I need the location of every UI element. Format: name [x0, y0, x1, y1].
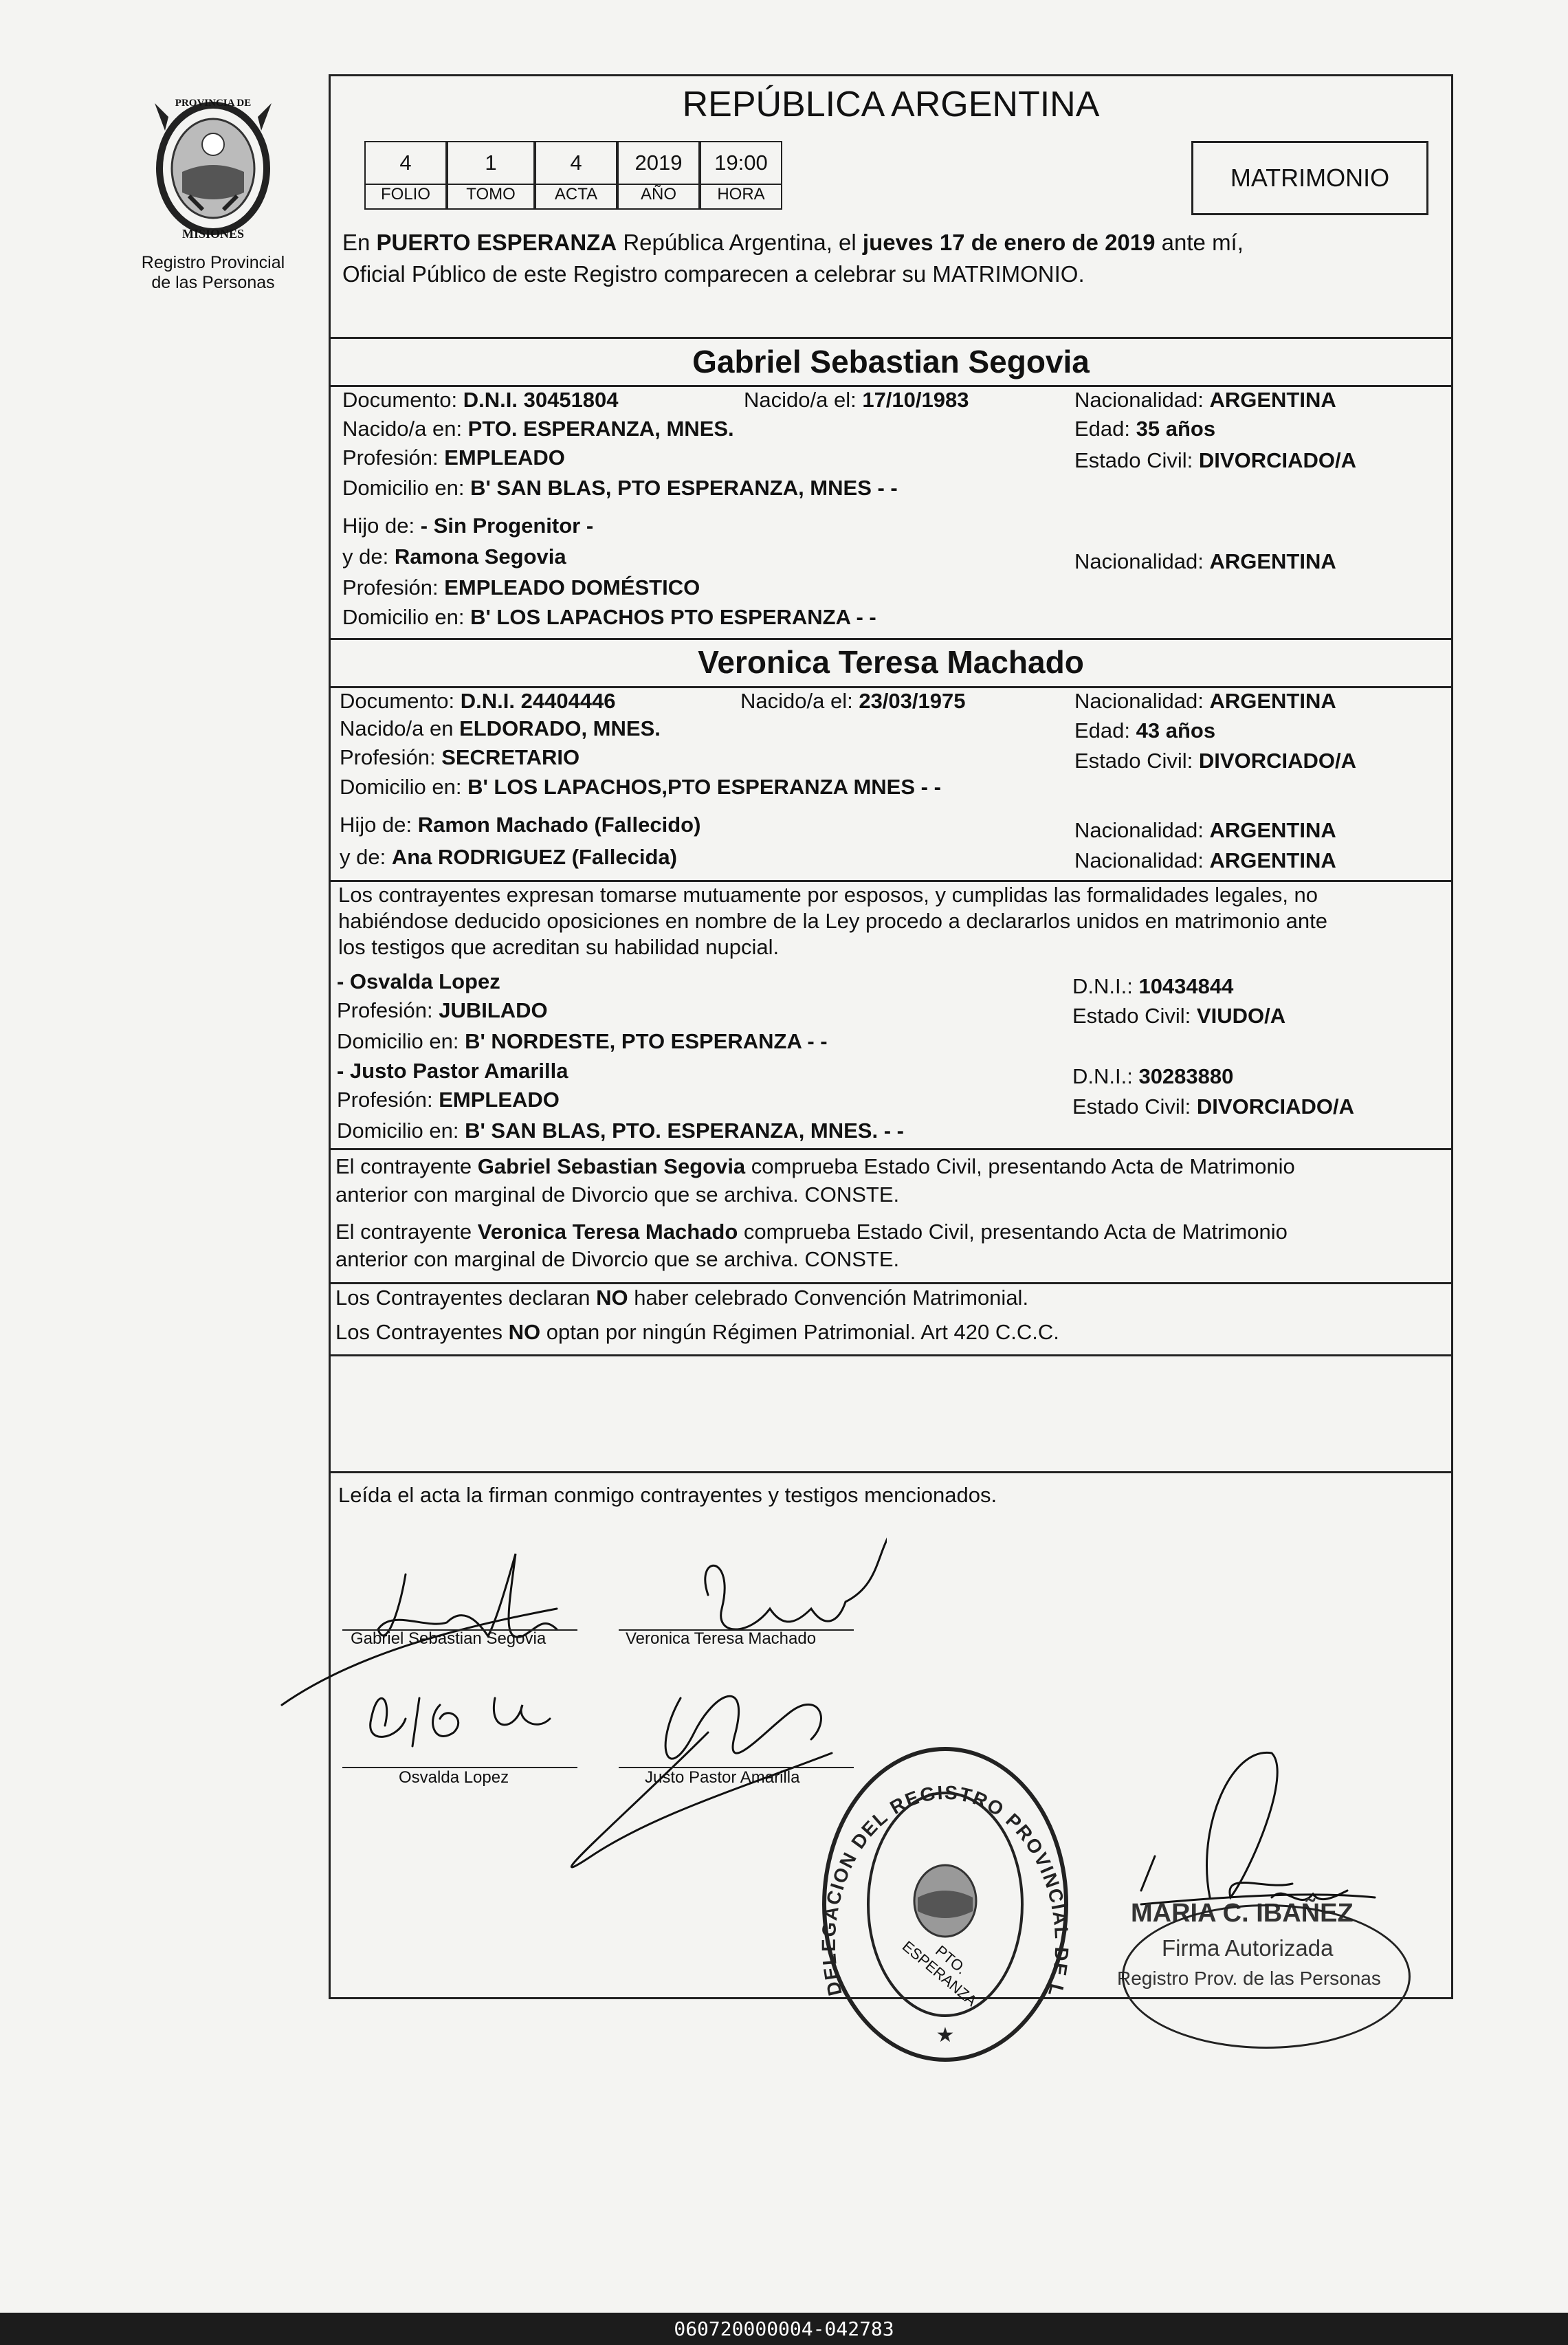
groom-age: Edad: 35 años	[1074, 417, 1216, 441]
province-logo	[141, 89, 285, 247]
regime-line-1: Los Contrayentes declaran NO haber celebrado Convención Matrimonial.	[335, 1286, 1029, 1310]
bride-father: Hijo de: Ramon Machado (Fallecido)	[340, 813, 701, 837]
intro-text-3: ante mí,	[1155, 230, 1244, 255]
folio-label: FOLIO	[366, 184, 445, 204]
intro-date: jueves 17 de enero de 2019	[862, 230, 1156, 255]
witness-2-profession: Profesión: EMPLEADO	[337, 1088, 560, 1112]
time-value: 19:00	[714, 151, 768, 175]
groom-document: Documento: D.N.I. 30451804	[342, 388, 619, 412]
intro-line-2: Oficial Público de este Registro comparecen a celebrar su MATRIMONIO.	[342, 261, 1085, 287]
province-seal-icon	[141, 89, 285, 247]
witness-1-name: - Osvalda Lopez	[337, 969, 500, 993]
tomo-value: 1	[485, 151, 497, 175]
record-type-box: MATRIMONIO	[1191, 141, 1428, 215]
groom-mother: y de: Ramona Segovia	[342, 544, 566, 569]
bride-address: Domicilio en: B' LOS LAPACHOS,PTO ESPERANZA MNES - -	[340, 775, 941, 799]
folio-value: 4	[399, 151, 412, 175]
official-name: MARIA C. IBAÑEZ	[1131, 1899, 1354, 1928]
registry-caption	[117, 253, 309, 293]
delegation-seal-stamp-icon	[815, 1739, 1076, 2069]
bride-civil-status: Estado Civil: DIVORCIADO/A	[1074, 749, 1356, 773]
groom-address: Domicilio en: B' SAN BLAS, PTO ESPERANZA, MNES - -	[342, 476, 898, 500]
intro-text-1: En	[342, 230, 377, 255]
witness-1-dni: D.N.I.: 10434844	[1072, 974, 1234, 998]
registry-caption-line1: Registro Provincial	[141, 253, 285, 272]
groom-nationality: Nacionalidad: ARGENTINA	[1074, 388, 1336, 412]
witness-2-dni: D.N.I.: 30283880	[1072, 1064, 1234, 1088]
divider-header	[329, 337, 1453, 339]
note-1-line-1: El contrayente Gabriel Sebastian Segovia comprueba Estado Civil, presentando Acta de Matrimonio	[335, 1154, 1295, 1178]
groom-signature-caption: Gabriel Sebastian Segovia	[351, 1629, 546, 1648]
witness-2-signature-caption: Justo Pastor Amarilla	[645, 1768, 800, 1787]
groom-profession: Profesión: EMPLEADO	[342, 445, 565, 470]
groom-parent-profession: Profesión: EMPLEADO DOMÉSTICO	[342, 575, 700, 599]
witness-2-name: - Justo Pastor Amarilla	[337, 1059, 568, 1083]
acta-label: ACTA	[536, 184, 616, 204]
intro-place: PUERTO ESPERANZA	[376, 230, 617, 255]
witness-2-civil-status: Estado Civil: DIVORCIADO/A	[1072, 1094, 1354, 1119]
groom-name-heading: Gabriel Sebastian Segovia	[692, 344, 1090, 379]
groom-father: Hijo de: - Sin Progenitor -	[342, 514, 594, 538]
svg-text:★: ★	[936, 2024, 955, 2047]
official-role: Firma Autorizada	[1162, 1935, 1334, 1961]
divider-regime-end	[329, 1354, 1453, 1356]
bride-birth-place: Nacido/a en ELDORADO, MNES.	[340, 716, 661, 740]
declaration-line-2: habiéndose deducido oposiciones en nombre de la Ley procedo a declararlos unidos en matrimonio ante	[338, 909, 1328, 933]
bride-birth-date: Nacido/a el: 23/03/1975	[740, 689, 966, 713]
bride-document: Documento: D.N.I. 24404446	[340, 689, 616, 713]
witness-1-address: Domicilio en: B' NORDESTE, PTO ESPERANZA - -	[337, 1029, 828, 1053]
bride-mother-nationality: Nacionalidad: ARGENTINA	[1074, 848, 1336, 872]
note-2-line-1: El contrayente Veronica Teresa Machado comprueba Estado Civil, presentando Acta de Matrimonio	[335, 1220, 1288, 1244]
handwritten-signatures	[268, 1471, 887, 1911]
bride-mother: y de: Ana RODRIGUEZ (Fallecida)	[340, 845, 677, 869]
groom-civil-status: Estado Civil: DIVORCIADO/A	[1074, 448, 1356, 472]
time-label: HORA	[701, 184, 781, 204]
groom-birth-place: Nacido/a en: PTO. ESPERANZA, MNES.	[342, 417, 734, 441]
regime-line-2: Los Contrayentes NO optan por ningún Régimen Patrimonial. Art 420 C.C.C.	[335, 1320, 1059, 1344]
logo-bottom-text: MISIONES	[181, 227, 245, 241]
groom-parent-address: Domicilio en: B' LOS LAPACHOS PTO ESPERANZA - -	[342, 605, 876, 629]
year-box	[617, 141, 700, 210]
bride-age: Edad: 43 años	[1074, 718, 1216, 742]
bride-profession: Profesión: SECRETARIO	[340, 745, 580, 769]
witness-1-profession: Profesión: JUBILADO	[337, 998, 548, 1022]
document-code-bar: 060720000004-042783	[0, 2313, 1568, 2345]
delegation-seal	[815, 1739, 1076, 2069]
intro-text-2: República Argentina, el	[617, 230, 863, 255]
signature-intro: Leída el acta la firman conmigo contrayentes y testigos mencionados.	[338, 1483, 997, 1507]
groom-birth-date: Nacido/a el: 17/10/1983	[744, 388, 969, 412]
acta-box	[535, 141, 617, 210]
declaration-line-3: los testigos que acreditan su habilidad nupcial.	[338, 935, 780, 959]
year-label: AÑO	[619, 184, 698, 204]
bride-signature-caption: Veronica Teresa Machado	[626, 1629, 817, 1648]
tomo-box	[447, 141, 535, 210]
seal-center-text: PTO. ESPERANZA	[898, 1937, 981, 2010]
page-title: REPÚBLICA ARGENTINA	[682, 85, 1100, 124]
divider-witness-end	[329, 1148, 1453, 1150]
note-1-line-2: anterior con marginal de Divorcio que se archiva. CONSTE.	[335, 1182, 900, 1207]
logo-arc-text: PROVINCIA DE	[175, 98, 252, 109]
witness-1-civil-status: Estado Civil: VIUDO/A	[1072, 1004, 1286, 1028]
seal-ring-text: DELEGACION DEL REGISTRO PROVINCIAL DE L	[817, 1781, 1073, 2000]
groom-mother-nationality: Nacionalidad: ARGENTINA	[1074, 549, 1336, 573]
witness-1-signature-caption: Osvalda Lopez	[399, 1768, 509, 1787]
note-2-line-2: anterior con marginal de Divorcio que se archiva. CONSTE.	[335, 1247, 900, 1271]
intro-line-1	[342, 227, 1244, 258]
official-office: Registro Prov. de las Personas	[1117, 1968, 1381, 1989]
divider-groom-end	[329, 638, 1453, 640]
bride-name-heading: Veronica Teresa Machado	[698, 644, 1084, 680]
folio-box	[364, 141, 447, 210]
bride-father-nationality: Nacionalidad: ARGENTINA	[1074, 818, 1336, 842]
witness-2-address: Domicilio en: B' SAN BLAS, PTO. ESPERANZA, MNES. - -	[337, 1119, 904, 1143]
acta-value: 4	[570, 151, 582, 175]
registry-caption-line2: de las Personas	[151, 273, 275, 292]
year-value: 2019	[634, 151, 683, 175]
official-oval-mark	[1122, 1904, 1411, 2049]
tomo-label: TOMO	[448, 184, 533, 204]
declaration-line-1: Los contrayentes expresan tomarse mutuamente por esposos, y cumplidas las formalidades legales, no	[338, 883, 1318, 907]
bride-nationality: Nacionalidad: ARGENTINA	[1074, 689, 1336, 713]
time-box	[700, 141, 782, 210]
